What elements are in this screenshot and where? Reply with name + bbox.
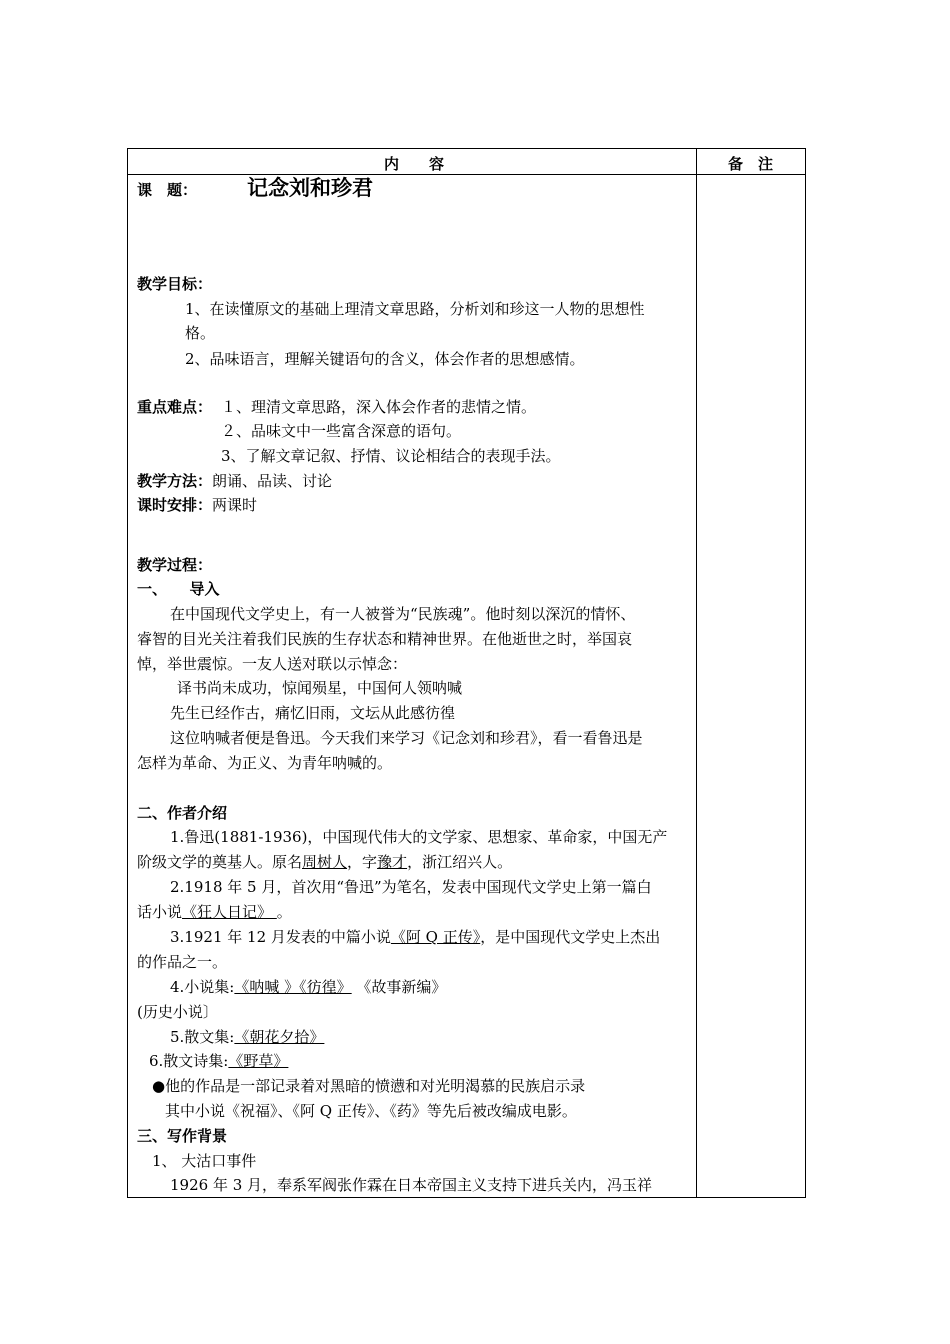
author-1b: [137, 852, 512, 872]
intro-p1: 在中国现代文学史上，有一人被誉为“民族魂”。他时刻以深沉的情怀、: [170, 605, 636, 623]
author-4-pre: 4.小说集:: [170, 978, 235, 996]
author-heading: 二、作者介绍: [137, 804, 228, 822]
couplet-2: 先生已经作古，痛忆旧雨，文坛从此感彷徨: [170, 704, 456, 722]
author-5-pre: 5.散文集:: [170, 1028, 235, 1046]
schedule-heading: 课时安排：: [137, 496, 213, 514]
focus-2: ２、品味文中一些富含深意的语句。: [221, 422, 462, 440]
author-6-pre: 6.散文诗集:: [149, 1052, 229, 1070]
author-3a-post: ，是中国现代文学史上杰出: [480, 928, 661, 946]
author-2a: 2.1918 年 5 月，首次用“鲁迅”为笔名，发表中国现代文学史上第一篇白: [170, 878, 652, 896]
author-courtesy-name: 豫才: [377, 853, 408, 871]
author-4-post: 《故事新编》: [351, 978, 447, 996]
method-heading: 教学方法：: [137, 472, 213, 490]
background-sub1: 1、 大沽口事件: [152, 1152, 257, 1170]
work-yecao: 《野草》: [228, 1052, 289, 1070]
lesson-label: 课 题：: [137, 181, 198, 199]
focus-1: １、理清文章思路，深入体会作者的悲情之情。: [221, 398, 537, 416]
table-header-row: [128, 149, 805, 175]
goals-heading: 教学目标：: [137, 275, 213, 293]
author-1b-mid: ，字: [347, 853, 378, 871]
schedule-line: [137, 495, 257, 515]
header-notes: 备 注: [728, 155, 774, 173]
method-text: 朗诵、品读、讨论: [212, 472, 333, 490]
author-film: 其中小说《祝福》、《阿 Q 正传》、《药》等先后被改编成电影。: [165, 1102, 577, 1120]
author-2b-pre: 话小说: [137, 903, 183, 921]
author-4: [170, 977, 446, 997]
schedule-text: 两课时: [212, 496, 258, 514]
lesson-title: 记念刘和珍君: [247, 175, 373, 200]
author-1b-post: ，浙江绍兴人。: [407, 853, 513, 871]
goal-1a: 1、在读懂原文的基础上理清文章思路，分析刘和珍这一人物的思想性: [185, 300, 645, 318]
intro-p3: 悼，举世震惊。一友人送对联以示悼念：: [137, 655, 408, 673]
goal-1b: 格。: [185, 324, 216, 342]
method-line: [137, 471, 332, 491]
goal-2: 2、品味语言，理解关键语句的含义，体会作者的思想感情。: [185, 350, 585, 368]
work-kuangren: 《狂人日记》: [182, 903, 277, 921]
author-real-name: 周树人: [302, 853, 348, 871]
author-3a-pre: 3.1921 年 12 月发表的中篇小说: [170, 928, 391, 946]
author-2b-post: 。: [276, 903, 292, 921]
intro-p5: 怎样为革命、为正义、为青年呐喊的。: [137, 754, 393, 772]
author-4-note: (历史小说〕: [137, 1003, 218, 1021]
author-bullet: ●他的作品是一部记录着对黑暗的愤懑和对光明渴慕的民族启示录: [152, 1077, 586, 1095]
work-ahq: 《阿 Q 正传》: [390, 928, 481, 946]
intro-p2: 睿智的目光关注着我们民族的生存状态和精神世界。在他逝世之时，举国哀: [137, 630, 633, 648]
work-nahan-panghuang: 《呐喊 》《彷徨》: [234, 978, 352, 996]
intro-p4: 这位呐喊者便是鲁迅。今天我们来学习《记念刘和珍君》，看一看鲁迅是: [170, 729, 643, 747]
author-5: [170, 1027, 324, 1047]
header-content: 内 容: [384, 155, 445, 173]
author-6: [149, 1051, 288, 1071]
couplet-1: 译书尚未成功，惊闻殒星，中国何人领呐喊: [177, 679, 463, 697]
work-zhaohua: 《朝花夕拾》: [234, 1028, 325, 1046]
focus-3: 3、了解文章记叙、抒情、议论相结合的表现手法。: [221, 447, 561, 465]
author-1b-pre: 阶级文学的奠基人。原名: [137, 853, 303, 871]
author-1a: 1.鲁迅(1881-1936)，中国现代伟大的文学家、思想家、革命家，中国无产: [170, 828, 668, 846]
focus-heading: 重点难点：: [137, 398, 213, 416]
author-3a: [170, 927, 660, 947]
author-2b: [137, 902, 292, 922]
author-3b: 的作品之一。: [137, 953, 228, 971]
intro-heading: 一、 导入: [137, 580, 220, 598]
background-p1: 1926 年 3 月，奉系军阀张作霖在日本帝国主义支持下进兵关内，冯玉祥: [170, 1176, 653, 1194]
lesson-plan-table: [127, 148, 806, 1198]
notes-cell: [697, 175, 805, 1197]
process-heading: 教学过程：: [137, 556, 213, 574]
background-heading: 三、写作背景: [137, 1127, 228, 1145]
